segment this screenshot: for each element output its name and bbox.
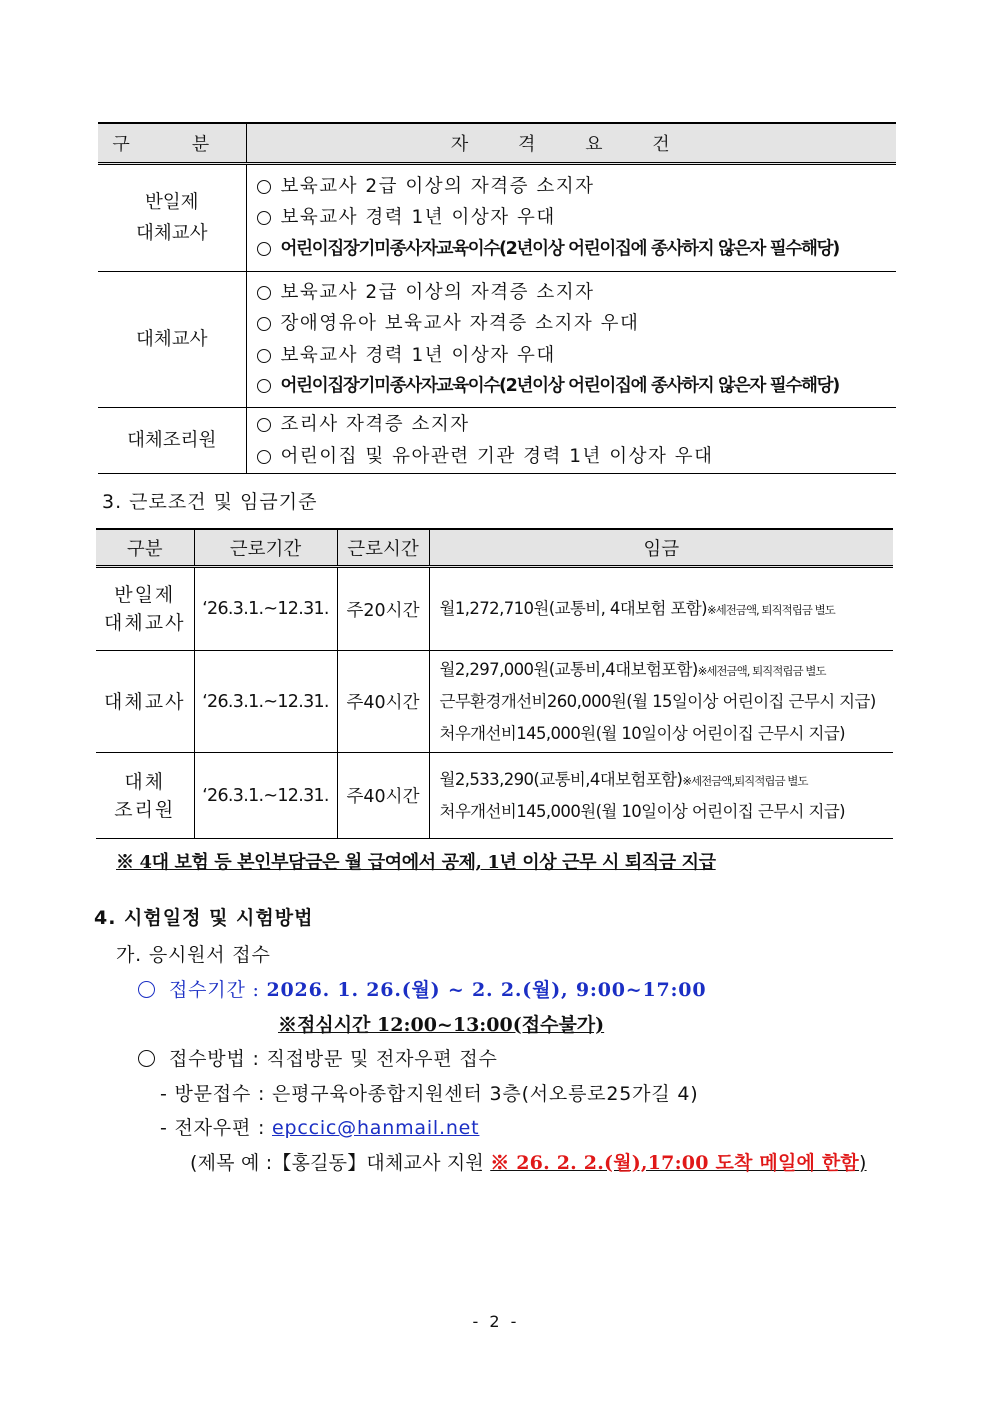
- lunch-time-note: ※점심시간 12:00~13:00(접수불가): [278, 1014, 605, 1036]
- subject-suffix: ): [858, 1152, 867, 1174]
- qualification-header-row: [98, 123, 896, 164]
- row-requirements: [246, 408, 896, 474]
- row-period: ‘26.3.1.~12.31.: [194, 567, 337, 651]
- wage-main-line: 월1,272,710원(교통비, 4대보험 포함)※세전금액, 퇴직적립금 별도: [439, 599, 835, 618]
- application-period: [138, 975, 706, 1005]
- header-requirements: 자 격 요 건: [246, 123, 896, 164]
- circle-bullet-icon: [257, 450, 271, 464]
- wage-row: [96, 753, 893, 839]
- circle-bullet-icon: [257, 180, 271, 194]
- circle-bullet-icon: [257, 286, 271, 300]
- requirement-item: 보육교사 경력 1년 이상자 우대: [257, 202, 897, 234]
- wage-extra-line: 처우개선비145,000원(월 10일이상 어린이집 근무시 지급): [439, 801, 846, 821]
- row-hours: 주40시간: [337, 753, 429, 839]
- category-line: 반일제: [144, 192, 199, 213]
- header-category: 구분: [96, 529, 194, 567]
- wage-table: [96, 528, 893, 839]
- deduction-notice: ※ 4대 보험 등 본인부담금은 월 급여에서 공제, 1년 이상 근무 시 퇴직금 지급: [116, 852, 716, 873]
- wage-main-line: 월2,297,000원(교통비,4대보험포함)※세전금액, 퇴직적립금 별도: [439, 659, 826, 679]
- requirement-item: 어린이집 및 유아관련 기관 경력 1년 이상자 우대: [257, 441, 897, 473]
- qualification-table: [98, 122, 896, 474]
- page-number: - 2 -: [472, 1312, 520, 1331]
- qualification-row: [98, 164, 896, 272]
- wage-header-row: [96, 529, 893, 567]
- category-line: 조리원: [114, 798, 176, 821]
- header-wage: 임금: [429, 529, 893, 567]
- circle-bullet-icon: [138, 1050, 155, 1067]
- section-3-heading: 3. 근로조건 및 임금기준: [102, 491, 318, 513]
- email-link[interactable]: epccic@hanmail.net: [272, 1117, 480, 1139]
- row-wage: [429, 567, 893, 651]
- row-requirements: [246, 272, 896, 408]
- subject-prefix: (제목 예 :【홍길동】대체교사 지원: [190, 1152, 484, 1174]
- wage-note: ※세전금액, 퇴직적립금 별도: [697, 663, 826, 678]
- email-application: [160, 1113, 479, 1143]
- email-subject-example: [190, 1148, 867, 1178]
- period-value: 2026. 1. 26.(월) ~ 2. 2.(월), 9:00~17:00: [266, 979, 707, 1001]
- row-category: [98, 164, 246, 272]
- row-hours: 주40시간: [337, 651, 429, 753]
- circle-bullet-icon: [257, 349, 271, 363]
- circle-bullet-icon: [257, 418, 271, 432]
- row-category: [96, 651, 194, 753]
- method-text: 접수방법 : 직접방문 및 전자우편 접수: [169, 1048, 498, 1070]
- requirement-item: 보육교사 2급 이상의 자격증 소지자: [257, 277, 897, 309]
- row-category: [98, 272, 246, 408]
- requirement-item: 조리사 자격증 소지자: [257, 409, 897, 441]
- wage-note: ※세전금액, 퇴직적립금 별도: [706, 603, 835, 617]
- application-method: [138, 1044, 498, 1074]
- wage-row: [96, 567, 893, 651]
- row-category: [98, 408, 246, 474]
- requirement-item: 보육교사 경력 1년 이상자 우대: [257, 340, 897, 372]
- row-period: ‘26.3.1.~12.31.: [194, 753, 337, 839]
- category-line: 대체교사: [136, 223, 208, 244]
- row-requirements: [246, 164, 896, 272]
- circle-bullet-icon: [138, 981, 155, 998]
- qualification-row: [98, 272, 896, 408]
- category-line: 반일제: [114, 584, 176, 606]
- wage-row: [96, 651, 893, 753]
- category-line: 대체교사: [104, 612, 186, 634]
- header-hours: 근로시간: [337, 529, 429, 567]
- subsection-a-heading: 가. 응시원서 접수: [116, 944, 271, 966]
- requirement-item: 보육교사 2급 이상의 자격증 소지자: [257, 171, 897, 203]
- row-hours: 주20시간: [337, 567, 429, 651]
- wage-extra-line: 처우개선비145,000원(월 10일이상 어린이집 근무시 지급): [439, 723, 846, 743]
- circle-bullet-icon: [257, 211, 271, 225]
- visit-application: - 방문접수 : 은평구육아종합지원센터 3층(서오릉로25가길 4): [160, 1083, 699, 1105]
- deadline-warning: ※ 26. 2. 2.(월),17:00 도착 메일에 한함: [490, 1152, 859, 1174]
- qualification-row: [98, 408, 896, 474]
- category-line: 대체조리원: [127, 430, 217, 451]
- row-category: [96, 753, 194, 839]
- circle-bullet-icon: [257, 317, 271, 331]
- wage-extra-line: 근무환경개선비260,000원(월 15일이상 어린이집 근무시 지급): [439, 691, 876, 711]
- email-label: - 전자우편 :: [160, 1117, 266, 1139]
- header-category: 구 분: [98, 123, 246, 164]
- requirement-item: 장애영유아 보육교사 자격증 소지자 우대: [257, 308, 897, 340]
- header-period: 근로기간: [194, 529, 337, 567]
- period-label: 접수기간 :: [169, 979, 260, 1001]
- requirement-item-mandatory: 어린이집장기미종사자교육이수(2년이상 어린이집에 종사하지 않은자 필수해당): [257, 371, 897, 403]
- row-period: ‘26.3.1.~12.31.: [194, 651, 337, 753]
- wage-main-line: 월2,533,290(교통비,4대보험포함)※세전금액,퇴직적립금 별도: [439, 769, 808, 789]
- requirement-item-mandatory: 어린이집장기미종사자교육이수(2년이상 어린이집에 종사하지 않은자 필수해당): [257, 234, 897, 266]
- row-category: [96, 567, 194, 651]
- section-4-heading: 4. 시험일정 및 시험방법: [94, 907, 314, 929]
- row-wage: [429, 651, 893, 753]
- row-wage: [429, 753, 893, 839]
- circle-bullet-icon: [257, 379, 271, 393]
- wage-note: ※세전금액,퇴직적립금 별도: [682, 773, 808, 788]
- category-line: 대체교사: [104, 690, 186, 713]
- category-line: 대체: [124, 770, 166, 793]
- circle-bullet-icon: [257, 242, 271, 256]
- category-line: 대체교사: [136, 329, 208, 350]
